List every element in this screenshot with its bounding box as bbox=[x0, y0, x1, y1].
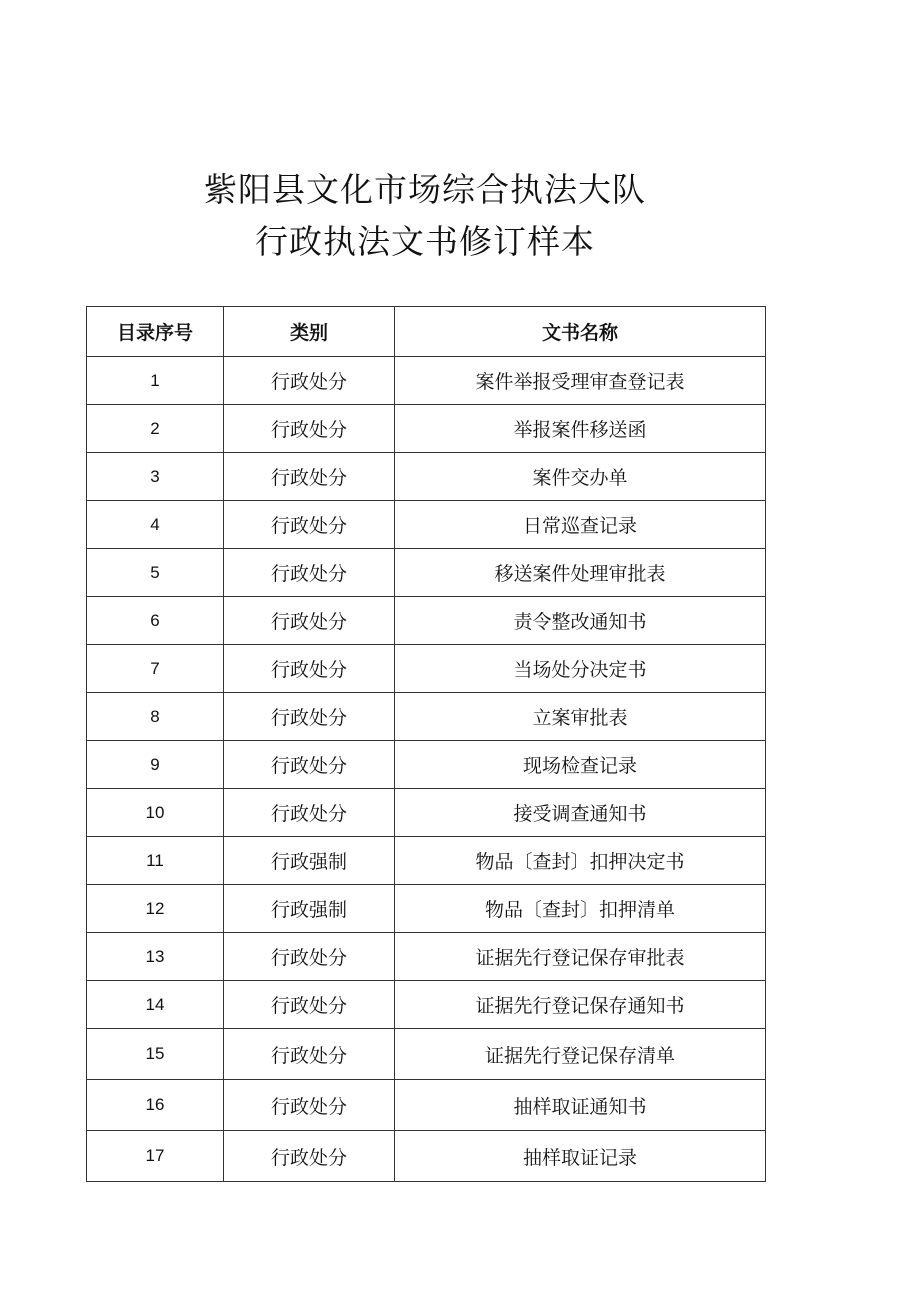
table-row bbox=[87, 693, 766, 741]
row-category: 行政处分 bbox=[224, 981, 395, 1029]
table-row bbox=[87, 837, 766, 885]
row-document-name: 物品〔查封〕扣押决定书 bbox=[395, 837, 766, 885]
table-row bbox=[87, 981, 766, 1029]
row-number: 14 bbox=[87, 981, 224, 1029]
row-number: 11 bbox=[87, 837, 224, 885]
row-category: 行政处分 bbox=[224, 549, 395, 597]
row-document-name: 物品〔查封〕扣押清单 bbox=[395, 885, 766, 933]
table-row bbox=[87, 405, 766, 453]
row-category: 行政处分 bbox=[224, 453, 395, 501]
table-row bbox=[87, 357, 766, 405]
table-row bbox=[87, 1131, 766, 1182]
row-document-name: 案件举报受理审查登记表 bbox=[395, 357, 766, 405]
title-line-2: 行政执法文书修订样本 bbox=[255, 222, 595, 261]
table-row bbox=[87, 645, 766, 693]
document-title bbox=[0, 165, 850, 267]
table-row bbox=[87, 501, 766, 549]
row-document-name: 证据先行登记保存审批表 bbox=[395, 933, 766, 981]
row-document-name: 证据先行登记保存清单 bbox=[395, 1029, 766, 1080]
row-number: 13 bbox=[87, 933, 224, 981]
row-category: 行政处分 bbox=[224, 693, 395, 741]
row-number: 9 bbox=[87, 741, 224, 789]
row-document-name: 抽样取证记录 bbox=[395, 1131, 766, 1182]
row-number: 17 bbox=[87, 1131, 224, 1182]
row-document-name: 举报案件移送函 bbox=[395, 405, 766, 453]
row-category: 行政处分 bbox=[224, 741, 395, 789]
row-category: 行政处分 bbox=[224, 933, 395, 981]
column-header-no: 目录序号 bbox=[87, 307, 224, 357]
table-row bbox=[87, 597, 766, 645]
row-document-name: 抽样取证通知书 bbox=[395, 1080, 766, 1131]
row-category: 行政处分 bbox=[224, 1080, 395, 1131]
row-number: 15 bbox=[87, 1029, 224, 1080]
row-category: 行政处分 bbox=[224, 1029, 395, 1080]
table-header-row bbox=[87, 307, 766, 357]
row-document-name: 责令整改通知书 bbox=[395, 597, 766, 645]
title-line-1: 紫阳县文化市场综合执法大队 bbox=[204, 170, 646, 209]
table-row bbox=[87, 549, 766, 597]
row-category: 行政处分 bbox=[224, 501, 395, 549]
table-row bbox=[87, 1029, 766, 1080]
row-category: 行政强制 bbox=[224, 837, 395, 885]
row-category: 行政强制 bbox=[224, 885, 395, 933]
row-number: 3 bbox=[87, 453, 224, 501]
row-document-name: 当场处分决定书 bbox=[395, 645, 766, 693]
row-category: 行政处分 bbox=[224, 789, 395, 837]
table-row bbox=[87, 885, 766, 933]
row-number: 1 bbox=[87, 357, 224, 405]
row-number: 12 bbox=[87, 885, 224, 933]
row-category: 行政处分 bbox=[224, 597, 395, 645]
row-number: 6 bbox=[87, 597, 224, 645]
row-category: 行政处分 bbox=[224, 357, 395, 405]
table-row bbox=[87, 933, 766, 981]
row-document-name: 日常巡查记录 bbox=[395, 501, 766, 549]
row-document-name: 移送案件处理审批表 bbox=[395, 549, 766, 597]
row-category: 行政处分 bbox=[224, 1131, 395, 1182]
row-document-name: 现场检查记录 bbox=[395, 741, 766, 789]
table-row bbox=[87, 453, 766, 501]
row-category: 行政处分 bbox=[224, 645, 395, 693]
column-header-name: 文书名称 bbox=[395, 307, 766, 357]
row-number: 5 bbox=[87, 549, 224, 597]
column-header-category: 类别 bbox=[224, 307, 395, 357]
row-number: 10 bbox=[87, 789, 224, 837]
row-number: 16 bbox=[87, 1080, 224, 1131]
row-number: 7 bbox=[87, 645, 224, 693]
row-category: 行政处分 bbox=[224, 405, 395, 453]
row-number: 4 bbox=[87, 501, 224, 549]
table-row bbox=[87, 741, 766, 789]
row-number: 2 bbox=[87, 405, 224, 453]
catalog-body bbox=[87, 357, 766, 1182]
catalog-table bbox=[86, 306, 766, 1182]
table-row bbox=[87, 1080, 766, 1131]
row-document-name: 证据先行登记保存通知书 bbox=[395, 981, 766, 1029]
row-document-name: 立案审批表 bbox=[395, 693, 766, 741]
row-document-name: 接受调查通知书 bbox=[395, 789, 766, 837]
row-number: 8 bbox=[87, 693, 224, 741]
row-document-name: 案件交办单 bbox=[395, 453, 766, 501]
table-row bbox=[87, 789, 766, 837]
